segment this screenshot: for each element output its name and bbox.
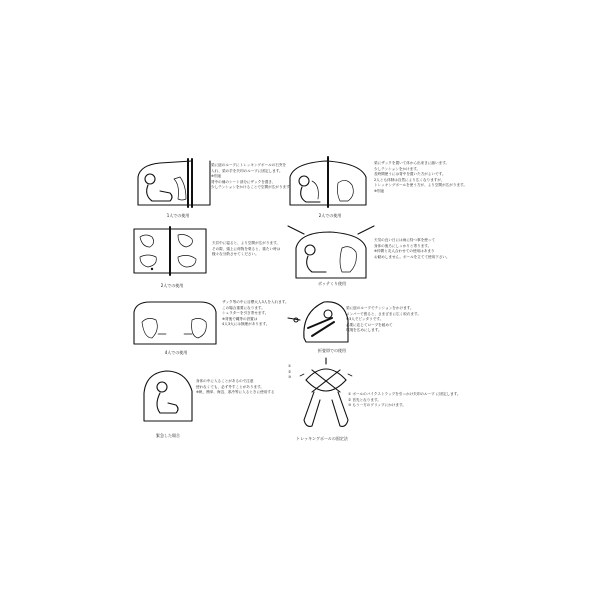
note-line: ※仲間と友人合わせての使用はあまり [374, 249, 435, 254]
panel-two-person-lying [130, 225, 300, 295]
illustration-folded [284, 292, 354, 352]
note-line: 長時間使うには背中を置いた方がよいです。 [374, 172, 446, 177]
note-line: 2人とも体制は自然により広くなりますが、 [374, 177, 445, 182]
panel-caption: 折畳帯での使用 [318, 348, 346, 353]
note-line: 身体の後ろにしっかりと寄ります。 [374, 243, 432, 248]
note-text: もう一方のグリップにかけます。 [352, 403, 406, 408]
note-line: 少しテンションをかけることで空間が広がります。 [211, 185, 294, 190]
note-line: 少しテンションをかけます。 [374, 166, 421, 171]
panel-two-person-pole [286, 155, 476, 225]
marker: ② [348, 397, 352, 402]
panel-notes [348, 392, 461, 409]
note-text: ポールのバイクストラップを引っかけ矢印のループ に固定します。 [352, 392, 461, 396]
panel-notes [374, 161, 467, 195]
note-line: トレッキングポールを使う方が、より空間が広がります。 [374, 183, 467, 188]
note-line: 入れ、梁の手を矢印のループに固定します。 [211, 168, 283, 173]
panel-caption: 緊急した場合 [156, 433, 180, 438]
panel-caption: ボッテくり使用 [318, 281, 346, 286]
panel-notes [196, 379, 274, 396]
marker: ③ [348, 403, 352, 408]
note-line: ザック等の中に目標大人3人を入れます。 [222, 300, 289, 304]
panel-pole-fixing [284, 356, 504, 448]
marker: ③ [288, 375, 292, 380]
panel-back-to-back [286, 222, 476, 292]
note-line: 梁に紐のループにトレッキングポールの石突を [211, 163, 287, 167]
note-line: 身体の中に入ることがあるので注意 [196, 379, 254, 383]
note-line: 背中の補のシート部分にザックを置き、 [211, 179, 276, 184]
note-line: 環境を広めにします。 [346, 328, 382, 333]
note-line: メンバーで張ると、さまざまに広く取れます。 [346, 311, 421, 316]
panel-caption: 2人での使用 [160, 283, 184, 288]
illustration-emergency [140, 365, 210, 429]
panel-emergency [130, 365, 300, 445]
note-line: 必要に応じてロープを緩めて [346, 322, 393, 327]
marker: ① [288, 364, 292, 368]
note-line: 天気の良い日には雨に待つ事を使って [374, 238, 436, 242]
panel-folded [284, 292, 484, 364]
marker-column [288, 364, 291, 381]
marker: ① [348, 392, 352, 396]
panel-notes [212, 241, 280, 258]
note-line: 天井中に寝ると、より空間が広がります。 [212, 241, 280, 245]
note-line: ※背後で縄等の設置は [222, 316, 258, 321]
note-line: ※別途 [374, 188, 385, 193]
panel-caption: 2人での使用 [318, 213, 342, 218]
note-line: ※3人でピッタリです。 [346, 317, 384, 322]
note-line: 様々な分散させてください。 [212, 252, 259, 257]
note-line: ※別途 [211, 174, 222, 179]
illustration-four-person [130, 298, 220, 354]
note-line: シュラターを引き寄せます。 [222, 311, 269, 316]
panel-four-person [130, 298, 300, 364]
panel-notes [374, 238, 450, 260]
panel-notes [346, 306, 421, 334]
note-line: その際、頭上に荷物を乗ると、重たい時は [212, 246, 281, 251]
panel-caption: 1人での使用 [166, 213, 190, 218]
illustration-two-person-pole [286, 155, 376, 215]
note-line: 使わなくても、必ず外すことがあります。 [196, 384, 264, 389]
panel-caption: トレッキングポールの固定法 [296, 436, 348, 441]
panel-notes [222, 300, 289, 328]
panel-one-person [130, 155, 300, 225]
note-line: 梁にザックを置いて体から出来きに縮います。 [374, 161, 450, 165]
note-line: お勧めしません。ポールを立てて使用下さい。 [374, 254, 450, 259]
note-line [348, 403, 461, 409]
marker: ② [288, 369, 292, 374]
note-text: 首先となります。 [352, 397, 381, 402]
note-line: 4人3大には無理があります。 [222, 322, 270, 327]
note-line: ※帆、簡単、海辺、寒冷等に入るときに使用する [196, 390, 275, 395]
panel-notes [211, 163, 293, 191]
illustration-one-person [130, 155, 220, 215]
illustration-back-to-back [286, 222, 376, 286]
note-line: この場合重要になります。 [222, 305, 265, 310]
panel-caption: 4人での使用 [164, 350, 188, 355]
illustration-two-person-lying [132, 225, 212, 285]
note-line: 梁に紐のループでテンションをかけます。 [346, 306, 414, 310]
